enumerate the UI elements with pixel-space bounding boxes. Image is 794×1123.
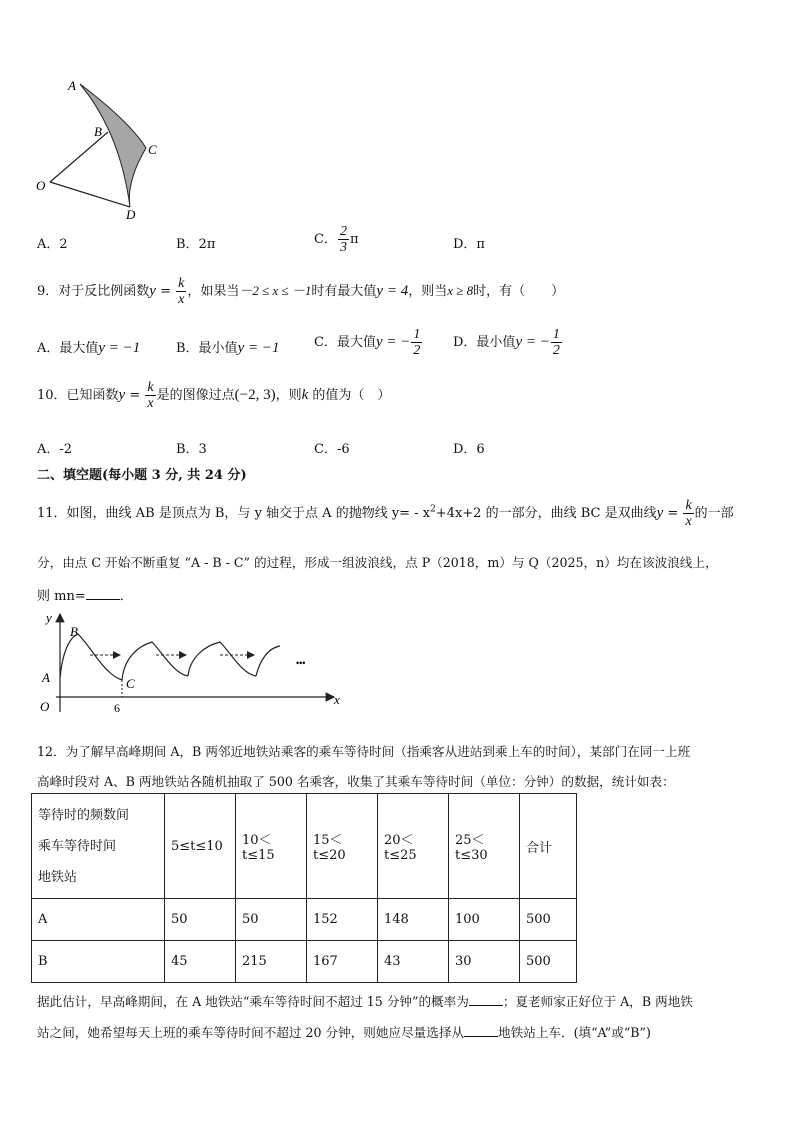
table-header-diagonal-cell (32, 794, 165, 899)
q9-suffix: 时，有（ ） (473, 284, 565, 299)
q9-prefix: 9．对于反比例函数 (37, 284, 150, 299)
table-cell: 45 (165, 941, 236, 983)
q9-fraction (176, 276, 186, 307)
q8-fraction-num: 2 (339, 224, 347, 239)
q9-option-d-label: D．最小值 (453, 335, 516, 350)
table-cell: 215 (236, 941, 307, 983)
q12-after1-b: ；夏老师家正好位于 A，B 两地铁 (502, 994, 693, 1009)
fig-x-label: x (334, 692, 340, 707)
table-cell: 100 (449, 899, 520, 941)
q9-option-a-value: y = −1 (98, 340, 141, 356)
fig-a-label: A (42, 670, 50, 685)
q8-fraction-den: 3 (339, 240, 347, 255)
table-cell: 500 (520, 941, 577, 983)
q10-prefix: 10．已知函数 (37, 388, 119, 403)
q9-option-d-value: y = − (515, 334, 550, 350)
q11-y: y (656, 505, 664, 521)
q9-d-den: 2 (552, 343, 560, 358)
q11-fraction (683, 498, 693, 529)
table-header-row (32, 794, 577, 899)
q11-line1-c: 的一部 (694, 506, 734, 521)
column-header: 合计 (520, 794, 577, 899)
q9-max: y = 4 (376, 283, 409, 299)
q12-after2-b: 地铁站上车．(填“A”或“B”) (498, 1025, 651, 1040)
q11-eq: = (663, 506, 683, 521)
q11-sup: 2 (430, 504, 436, 515)
q10-middle: 是的图像过点 (156, 388, 235, 403)
table-cell: 43 (378, 941, 449, 983)
q9-cond: x ≥ 8 (447, 283, 474, 298)
q9-option-d-fraction (551, 327, 562, 358)
q9-c-den: 2 (413, 343, 421, 358)
q11-k: k (685, 498, 692, 513)
q12-answer-blank-1[interactable] (469, 993, 503, 1006)
table-cell: 50 (165, 899, 236, 941)
frequency-table (31, 793, 577, 983)
q10-mid2: ，则 (275, 388, 302, 403)
q9-option-c-fraction (411, 327, 422, 358)
label-d: D (126, 207, 136, 222)
label-c: C (148, 142, 157, 157)
q10-option-b[interactable]: B．3 (176, 442, 207, 457)
column-header: 10＜t≤15 (236, 794, 307, 899)
q12-line1: 12．为了解早高峰期间 A，B 两邻近地铁站乘客的乘车等待时间（指乘客从进站到乘上车的时间），某部门在同一上班 (37, 744, 691, 759)
q8-option-b[interactable]: B．2π (176, 237, 216, 252)
wave-figure (34, 608, 354, 720)
column-header: 20＜t≤25 (378, 794, 449, 899)
q9-option-b[interactable] (176, 337, 279, 357)
q8-option-c[interactable] (314, 224, 359, 255)
fig-c-label: C (126, 676, 135, 691)
label-b: B (94, 124, 102, 139)
wave-segment-3 (188, 642, 256, 676)
q9-middle: ，如果当 (187, 284, 240, 299)
label-o: O (36, 178, 46, 193)
q8-option-c-prefix: C． (314, 232, 337, 247)
table-row (32, 941, 577, 983)
table-row (32, 899, 577, 941)
q9-k: k (178, 276, 185, 291)
q8-option-c-suffix: π (349, 232, 359, 247)
q9-option-a-label: A．最大值 (37, 341, 99, 356)
sector-figure (30, 72, 170, 222)
q12-after1-a: 据此估计，早高峰期间，在 A 地铁站“乘车等待时间不超过 15 分钟”的概率为 (37, 994, 469, 1009)
q11-line1-a: 11．如图，曲线 AB 是顶点为 B，与 y 轴交于点 A 的抛物线 y= - x (37, 506, 431, 521)
station-cell: A (32, 899, 165, 941)
station-cell: B (32, 941, 165, 983)
table-cell: 167 (307, 941, 378, 983)
q9-d-num: 1 (552, 327, 560, 342)
q10-point: (−2, 3) (234, 387, 276, 403)
q11-line1-b: +4x+2 的一部分，曲线 BC 是双曲线 (435, 506, 657, 521)
column-header: 15＜t≤20 (307, 794, 378, 899)
q8-fraction (338, 224, 349, 255)
q10-option-a[interactable]: A．-2 (37, 442, 73, 457)
q9-c-num: 1 (413, 327, 421, 342)
q10-k: k (147, 380, 154, 395)
segment-oa (50, 132, 108, 182)
label-a: A (68, 78, 76, 93)
fig-o-label: O (40, 699, 50, 714)
shaded-region (80, 84, 146, 207)
q9-option-c-value: y = − (375, 334, 411, 350)
q11-line3-a: 则 mn= (37, 589, 86, 604)
q11-line3-b: ． (119, 589, 133, 604)
q11-line2: 分，由点 C 开始不断重复 “A - B - C” 的过程，形成一组波浪线，点 P（2018，m）与 Q（2025，n）均在该波浪线上， (37, 555, 718, 570)
wave-segment-4 (256, 646, 280, 676)
q10-fraction (145, 380, 155, 411)
q11-line1 (37, 498, 734, 529)
table-cell: 50 (236, 899, 307, 941)
q9-x: x (178, 292, 185, 307)
q10-x: x (147, 396, 154, 411)
fig-y-label: y (46, 610, 52, 625)
q12-after-line2 (37, 1022, 651, 1041)
q9-mid3: ，则当 (408, 284, 448, 299)
table-cell: 30 (449, 941, 520, 983)
fig-six-label: 6 (114, 701, 120, 715)
q10-y: y (118, 387, 126, 403)
q9-option-b-label: B．最小值 (176, 341, 238, 356)
q10-eq: = (125, 388, 145, 403)
q9-mid2: 时有最大值 (311, 284, 377, 299)
header-line-2: 乘车等待时间 (38, 838, 117, 854)
table-cell: 152 (307, 899, 378, 941)
fig-continuation-dots: ••• (296, 658, 306, 668)
q10-stem (37, 380, 390, 411)
q9-option-c[interactable] (314, 327, 423, 358)
q9-option-c-label: C．最大值 (314, 335, 376, 350)
q9-option-b-value: y = −1 (237, 340, 280, 356)
q9-option-a[interactable] (37, 337, 140, 357)
table-cell: 500 (520, 899, 577, 941)
q12-after-line1 (37, 991, 693, 1010)
q9-range: －2 ≤ x ≤ －1 (239, 283, 312, 298)
q10-option-d[interactable]: D．6 (453, 442, 485, 457)
q9-y: y (149, 283, 156, 299)
column-header: 5≤t≤10 (165, 794, 236, 899)
fig-b-label: B (70, 624, 78, 639)
segment-od (50, 182, 130, 207)
q11-answer-blank[interactable] (86, 587, 120, 600)
column-header: 25＜t≤30 (449, 794, 520, 899)
header-line-3: 地铁站 (38, 869, 78, 885)
wave-segment-2 (122, 642, 188, 680)
q12-after2-a: 站之间，她希望每天上班的乘车等待时间不超过 20 分钟，则她应尽量选择从 (37, 1025, 465, 1040)
q9-option-d[interactable] (453, 327, 563, 358)
q10-option-c[interactable]: C．-6 (314, 442, 350, 457)
q11-line3 (37, 585, 133, 604)
q10-suffix: 的值为（ ） (308, 388, 391, 403)
table-cell: 148 (378, 899, 449, 941)
q12-line2: 高峰时段对 A、B 两地铁站各随机抽取了 500 名乘客，收集了其乘车等待时间（单位：分钟）的数据，统计如表： (37, 774, 675, 789)
header-line-1: 等待时的频数间 (38, 807, 130, 823)
q11-x: x (685, 514, 692, 529)
q9-stem (37, 276, 564, 307)
q9-eq: = (155, 284, 176, 299)
q8-option-d[interactable]: D．π (453, 237, 485, 252)
section-title: 二、填空题(每小题 3 分, 共 24 分) (37, 468, 247, 483)
q10-kvar: k (301, 387, 309, 403)
q8-option-a[interactable]: A．2 (37, 237, 68, 252)
q12-answer-blank-2[interactable] (464, 1024, 498, 1037)
wave-segment-1 (60, 634, 122, 680)
